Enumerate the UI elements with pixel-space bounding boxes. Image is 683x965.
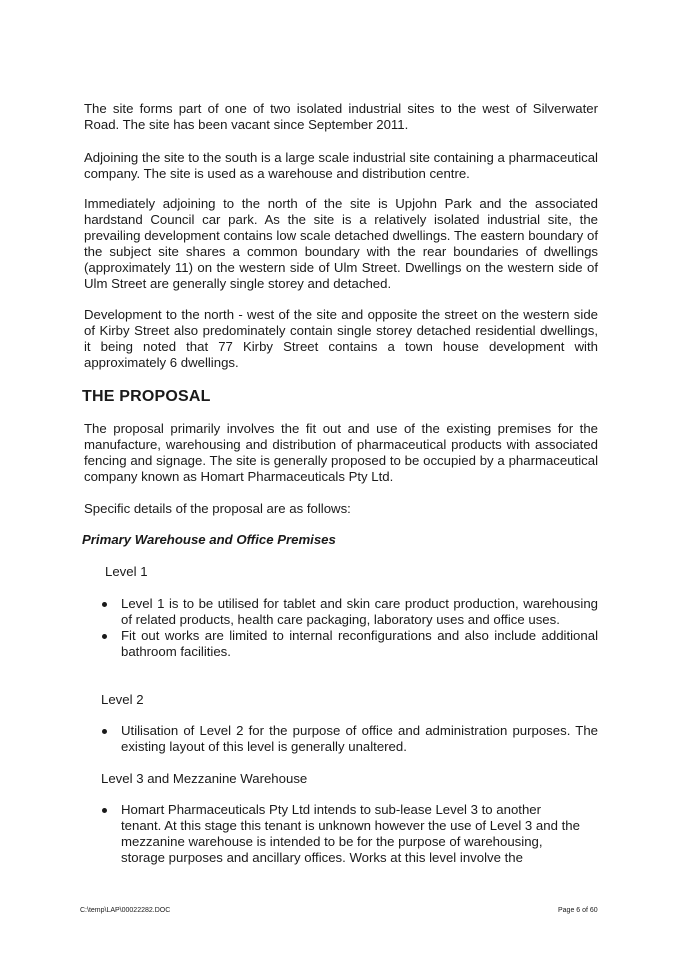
footer-file-path: C:\temp\LAP\00022282.DOC <box>80 907 171 914</box>
proposal-intro-paragraph: The proposal primarily involves the fit out and use of the existing premises for the manufacture, warehousing and distribution of pharmaceutical products with associated fencing and signage. The site is generally proposed to be occupied by a pharmaceutical company known as Homart Pharmaceuticals Pty Ltd. <box>84 421 598 484</box>
level-2-label: Level 2 <box>101 692 144 707</box>
list-item <box>100 596 598 628</box>
level-3-bullet-list <box>100 802 580 866</box>
bullet-icon <box>102 729 107 734</box>
primary-warehouse-subheading: Primary Warehouse and Office Premises <box>82 532 336 547</box>
site-paragraph: The site forms part of one of two isolated industrial sites to the west of Silverwater Road. The site has been vacant since September 2011. <box>84 101 598 132</box>
list-item-text: Utilisation of Level 2 for the purpose of office and administration purposes. The existing layout of this level is generally unaltered. <box>121 723 598 754</box>
level-2-bullet-list <box>100 723 598 755</box>
list-item <box>100 802 580 866</box>
list-item-text: Fit out works are limited to internal reconfigurations and also include additional bathroom facilities. <box>121 628 598 659</box>
level-1-bullet-list <box>100 596 598 660</box>
list-item-text: Level 1 is to be utilised for tablet and skin care product production, warehousing of related products, health care packaging, laboratory uses and office uses. <box>121 596 598 627</box>
list-item <box>100 628 598 660</box>
north-adjoining-paragraph: Immediately adjoining to the north of the site is Upjohn Park and the associated hardstand Council car park. As the site is a relatively isolated industrial site, the prevailing development contains low scale detached dwellings. The eastern boundary of the subject site shares a common boundary with the rear boundaries of dwellings (approximately 11) on the western side of Ulm Street. Dwellings on the western side of Ulm Street are generally single storey and detached. <box>84 196 598 291</box>
north-west-paragraph: Development to the north - west of the site and opposite the street on the western side of Kirby Street also predominately contain single storey detached residential dwellings, it being noted that 77 Kirby Street contains a town house development with approximately 6 dwellings. <box>84 307 598 370</box>
bullet-icon <box>102 808 107 813</box>
list-item <box>100 723 598 755</box>
level-1-label: Level 1 <box>105 564 148 579</box>
list-item-text: Homart Pharmaceuticals Pty Ltd intends to sub-lease Level 3 to another tenant. At this stage this tenant is unknown however the use of Level 3 and the mezzanine warehouse is intended to be for the purpose of warehousing, storage purposes and ancillary offices. Works at this level involve the <box>121 802 580 865</box>
south-adjoining-paragraph: Adjoining the site to the south is a large scale industrial site containing a pharmaceutical company. The site is used as a warehouse and distribution centre. <box>84 150 598 181</box>
proposal-heading: THE PROPOSAL <box>82 388 211 405</box>
footer-page-number: Page 6 of 60 <box>558 907 598 914</box>
level-3-label: Level 3 and Mezzanine Warehouse <box>101 771 308 786</box>
bullet-icon <box>102 634 107 639</box>
bullet-icon <box>102 602 107 607</box>
details-intro-paragraph: Specific details of the proposal are as follows: <box>84 501 351 516</box>
